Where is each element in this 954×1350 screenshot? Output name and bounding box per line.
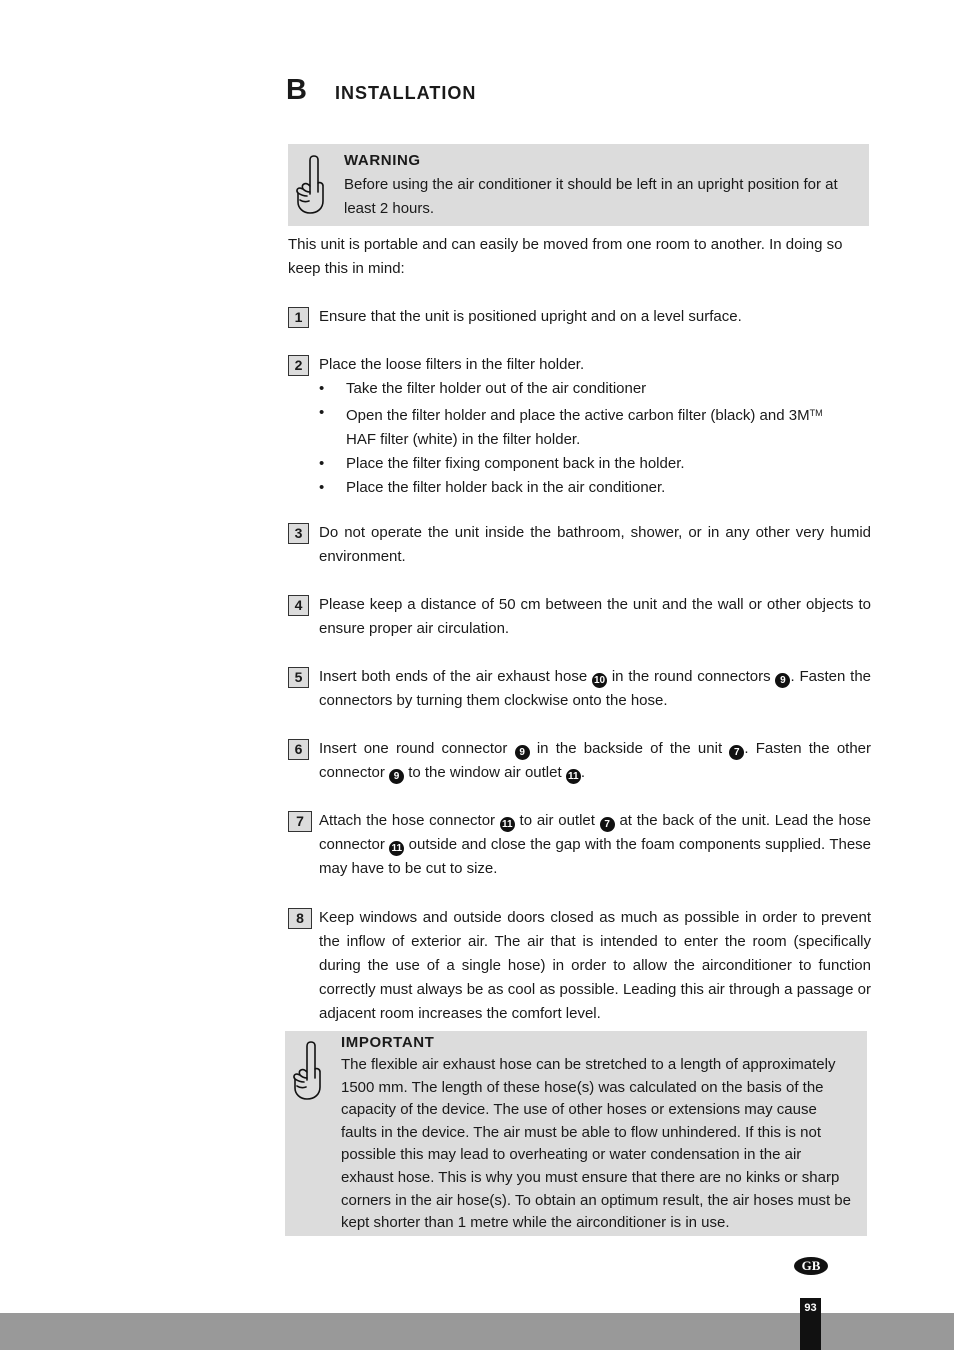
step-4 bbox=[288, 593, 871, 641]
callout-number: 7 bbox=[729, 745, 744, 760]
trademark-mark: TM bbox=[809, 408, 823, 418]
step-text: Insert one round connector 9 in the backside of the unit 7 . Fasten the other connector 9 to the window air outlet 11 . bbox=[319, 740, 872, 782]
important-heading: IMPORTANT bbox=[341, 1034, 435, 1051]
page-number: 93 bbox=[800, 1298, 821, 1350]
list-item: • Open the filter holder and place the active carbon filter (black) and 3M™ HAF filter (white) in the filter holder. bbox=[319, 401, 871, 452]
section-heading bbox=[286, 74, 477, 106]
callout-number: 11 bbox=[500, 817, 515, 832]
callout-number: 10 bbox=[593, 675, 606, 686]
important-box bbox=[285, 1031, 867, 1236]
step-7 bbox=[288, 809, 871, 881]
list-item: • Take the filter holder out of the air conditioner bbox=[319, 377, 871, 401]
language-badge: GB bbox=[794, 1257, 828, 1275]
callout-number: 11 bbox=[389, 841, 404, 856]
pointing-hand-icon bbox=[294, 154, 328, 224]
step-number: 6 bbox=[288, 739, 309, 760]
important-text: The flexible air exhaust hose can be stretched to a length of approximately 1500 mm. The length of these hose(s) was calculated on the basis of the capacity of the device. The use of other hoses or extensions may cause faults in the device. The air must be able to flow unhindered. If this is not possible this may lead to overheating or water condensation in the air exhaust hose. This is why you must ensure that there are no kinks or sharp corners in the air hose(s). To obtain an optimum result, the air hoses must be kept shorter than 1 metre while the airconditioner is in use. bbox=[341, 1056, 851, 1232]
step-text: Place the loose filters in the filter holder. bbox=[319, 356, 585, 373]
step-text: Do not operate the unit inside the bathroom, shower, or in any other very humid environment. bbox=[319, 524, 871, 565]
step-text: Insert both ends of the air exhaust hose 10 in the round connectors 9 . Fasten the connectors by turning them clockwise onto the hose. bbox=[319, 668, 871, 709]
step-number: 8 bbox=[288, 908, 312, 929]
warning-heading: WARNING bbox=[344, 152, 421, 169]
step-number: 1 bbox=[288, 307, 309, 328]
step-3 bbox=[288, 521, 871, 569]
bullet-list bbox=[319, 377, 871, 500]
intro-paragraph: This unit is portable and can easily be moved from one room to another. In doing so keep this in mind: bbox=[288, 236, 843, 277]
list-item: • Place the filter fixing component back in the holder. bbox=[319, 452, 871, 476]
step-number: 7 bbox=[288, 811, 312, 832]
step-text: Ensure that the unit is positioned upright and on a level surface. bbox=[319, 308, 742, 325]
step-text: Attach the hose connector 11 to air outlet 7 at the back of the unit. Lead the hose connector 11 outside and close the gap with the foam components supplied. These may have to be cut to size. bbox=[319, 812, 872, 877]
step-number: 2 bbox=[288, 355, 309, 376]
step-8 bbox=[288, 906, 871, 1026]
callout-number: 11 bbox=[566, 769, 581, 784]
section-letter: B bbox=[286, 74, 307, 106]
step-number: 3 bbox=[288, 523, 309, 544]
section-title: INSTALLATION bbox=[335, 83, 477, 103]
warning-text: Before using the air conditioner it should be left in an upright position for at least 2 hours. bbox=[344, 176, 838, 217]
callout-number: 9 bbox=[515, 745, 530, 760]
list-item: • Place the filter holder back in the air conditioner. bbox=[319, 476, 871, 500]
step-1 bbox=[288, 305, 871, 329]
step-text: Please keep a distance of 50 cm between the unit and the wall or other objects to ensure proper air circulation. bbox=[319, 596, 871, 637]
callout-number: 7 bbox=[600, 817, 615, 832]
warning-box bbox=[288, 144, 869, 226]
pointing-hand-icon bbox=[291, 1040, 325, 1110]
step-number: 4 bbox=[288, 595, 309, 616]
step-5 bbox=[288, 665, 871, 713]
step-2 bbox=[288, 353, 871, 500]
step-number: 5 bbox=[288, 667, 309, 688]
callout-number: 9 bbox=[389, 769, 404, 784]
callout-number: 9 bbox=[775, 673, 790, 688]
step-text: Keep windows and outside doors closed as much as possible in order to prevent the inflow of exterior air. The air that is intended to enter the room (specifically during the use of a single hose) in order to allow the airconditioner to function correctly must always be as cool as possible. Leading this air through a passage or adjacent room increases the comfort level. bbox=[319, 909, 871, 1022]
step-6 bbox=[288, 737, 871, 785]
